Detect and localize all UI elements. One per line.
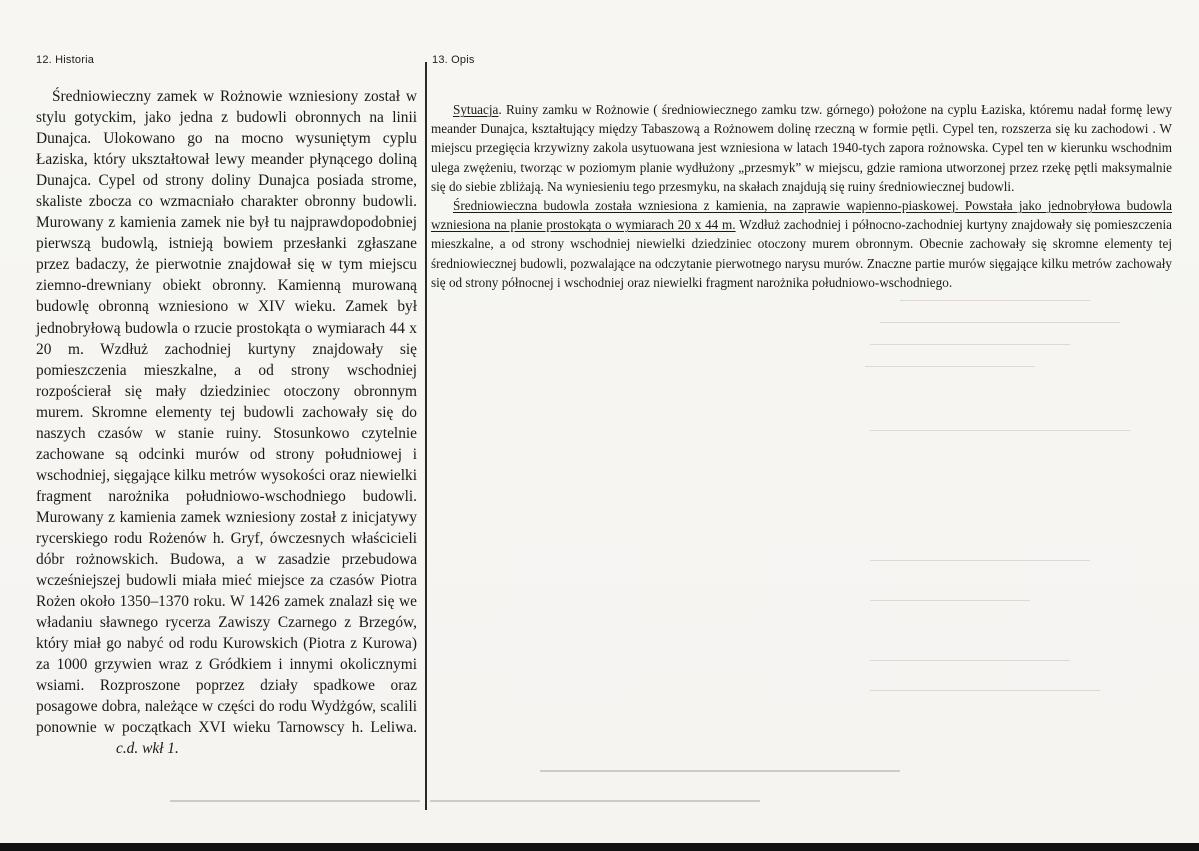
description-paragraph-1 — [431, 100, 1172, 196]
history-body: Średniowieczny zamek w Rożnowie wzniesiony został w stylu gotyckim, jako jedna z budowli obronnych na linii Dunajca. Ulokowano go na mocno wysuniętym cyplu Łaziska, który ukształtował lewy meander płynącego doliną Dunajca. Cypel od strony doliny Dunajca posiada strome, skaliste zbocza co wzmacniało charakter obronny budowli. Murowany z kamienia zamek nie był tu najprawdopodobniej pierwszą budowlą, istnieją bowiem przesłanki zgłaszane przez badaczy, że pierwotnie znajdował się w tym miejscu ziemno-drewniany obiekt obronny. Kamienną murowaną budowlę obronną wzniesiono w XIV wieku. Zamek był jednobryłową budowla o rzucie prostokąta o wymiarach 44 x 20 m. Wzdłuż zachodniej kurtyny znajdowały się pomieszczenia mieszkalne, a od strony wschodniej rozpościerał się mały dziedziniec otoczony obronnym murem. Skromne elementy tej budowli zachowały się do naszych czasów w stanie ruiny. Stosunkowo czytelnie zachowane są odcinki murów od strony południowej i wschodniej, sięgające kilku metrów wysokości oraz niewielki fragment narożnika południowo-wschodniego budowli. Murowany z kamienia zamek wzniesiony został z inicjatywy rycerskiego rodu Rożenów h. Gryf, ówczesnych właścicieli dóbr rożnowskich. Budowa, a w zasadzie przebudowa wcześniejszej budowli miała mieć miejsce za czasów Piotra Rożen około 1350–1370 roku. W 1426 zamek znalazł się we władaniu sławnego rycerza Zawiszy Czarnego z Brzegów, który miał go nabyć od rodu Kurowskich (Piotra z Kurowa) za 1000 grzywien wraz z Gródkiem i innymi okolicznymi wsiami. Rozproszone poprzez działy spadkowe oraz posagowe dobra, należące w części do rodu Wydżgów, scalili ponownie w początkach XVI wieku Tarnowscy h. Leliwa. — [36, 88, 417, 737]
show-through-mark — [865, 366, 1035, 367]
description-paragraph-2 — [431, 196, 1172, 292]
show-through-mark — [870, 344, 1070, 345]
show-through-mark — [430, 800, 760, 802]
show-through-mark — [870, 660, 1070, 661]
show-through-mark — [870, 560, 1090, 561]
situation-text: . Ruiny zamku w Rożnowie ( średniowiecznego zamku tzw. górnego) położone na cyplu Łaziska, któremu nadał formę lewy meander Dunajca, kształtujący między Tabaszową a Rożnowem dolinę rzeczną w formie pętli. Cypel ten, rozszerza się ku zachodowi . W miejscu przegięcia krzywizny zakola usytuowana jest wzniesiona w latach 1940-tych zapora rożnowska. Cypel ten w kierunku wschodnim ulega zwężeniu, tworząc w poziomym planie wydłużony „przesmyk” w miejscu, gdzie ramiona utworzonej przez rzekę pętli maksymalnie się do siebie zbliżają. Na wyniesieniu tego przesmyku, na skałach znajdują się ruiny średniowiecznej budowli. — [431, 102, 1172, 194]
show-through-mark — [540, 770, 900, 772]
construction-summary: Średniowieczna budowla została wzniesiona z kamienia, na zaprawie wapienno-piaskowej. Powstała jako jednobryłowa budowla wzniesiona na planie prostokąta o wymiarach 20 x 44 m. — [431, 198, 1172, 233]
construction-text: Wzdłuż zachodniej i północno-zachodniej kurtyny znajdowały się pomieszczenia mieszkalne, a od strony wschodniej niewielki dziedziniec otoczony murem obronnym. Obecnie zachowały się skromne elementy tej średniowiecznej budowli, pozwalające na odczytanie pierwotnego narysu murów. Znaczne partie murów sięgające kilku metrów zachowały się od strony północnej i wschodniej oraz niewielki fragment narożnika południowo-wschodniego. — [431, 217, 1172, 290]
section-heading-opis: 13. Opis — [432, 54, 475, 66]
show-through-mark — [900, 300, 1090, 301]
continuation-note: c.d. wkł 1. — [116, 740, 179, 758]
show-through-mark — [870, 600, 1030, 601]
show-through-mark — [170, 800, 420, 802]
section-heading-historia: 12. Historia — [36, 54, 95, 66]
show-through-mark — [880, 322, 1120, 323]
show-through-mark — [870, 430, 1130, 431]
history-text — [36, 86, 417, 760]
column-divider — [425, 62, 427, 810]
situation-label: Sytuacja — [453, 102, 499, 117]
history-column — [36, 86, 417, 760]
show-through-mark — [870, 690, 1100, 691]
scan-bottom-edge — [0, 843, 1199, 851]
description-column — [431, 100, 1172, 292]
